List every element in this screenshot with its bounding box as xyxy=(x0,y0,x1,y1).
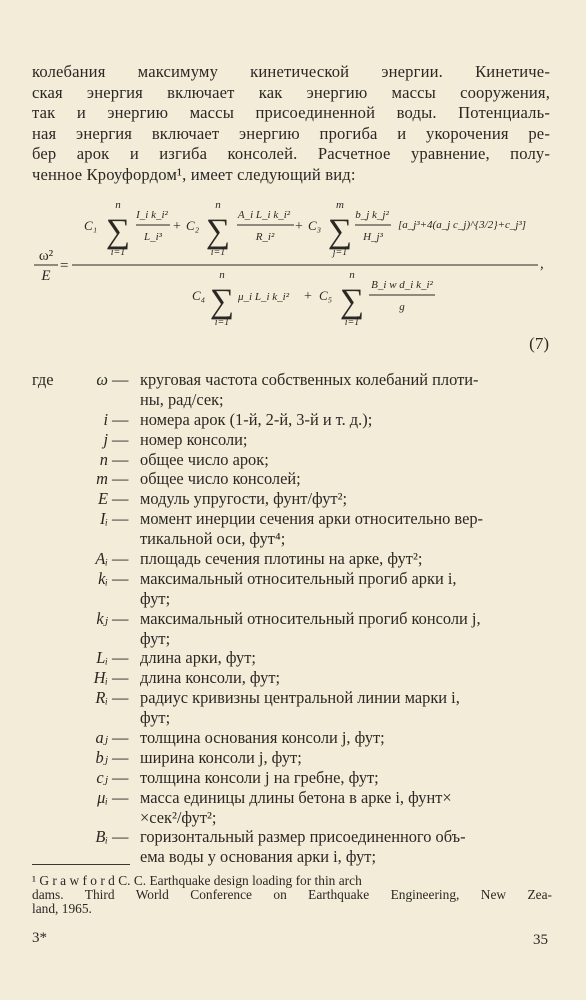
summation-sign: ∑ xyxy=(205,213,231,250)
t3-numerator: b_j k_j² xyxy=(355,209,389,221)
equation-graphic xyxy=(32,188,552,360)
page-number: 35 xyxy=(533,932,548,948)
definition-row xyxy=(32,827,552,847)
signature-mark: 3* xyxy=(32,930,47,946)
equation-comma: , xyxy=(540,256,544,272)
plus-sign: + xyxy=(304,289,312,304)
definition-text: толщина консоли j на гребне, фут; xyxy=(140,767,379,787)
definition-symbol: j xyxy=(103,429,108,449)
definition-text: момент инерции сечения арки относительно вер- xyxy=(140,509,483,529)
coef-c4: C₄ xyxy=(192,288,206,303)
footnote-rule xyxy=(32,864,130,865)
definition-symbol: kᵢ xyxy=(98,568,108,588)
definition-row xyxy=(32,569,552,589)
definition-text: модуль упругости, фунт/фут²; xyxy=(140,489,348,509)
definition-dash: — xyxy=(112,449,129,469)
definition-dash: — xyxy=(112,728,129,748)
definition-row xyxy=(32,748,552,768)
definition-symbol: μᵢ xyxy=(97,787,108,807)
definition-row xyxy=(32,609,552,629)
footnote xyxy=(32,874,552,917)
definition-text: радиус кривизны центральной линии марки i, xyxy=(140,688,460,708)
paragraph-line: так и энергию массы присоединенной воды. Потенциаль- xyxy=(32,103,550,123)
paragraph-line: ная энергия включает энергию прогиба и укорочения ре- xyxy=(32,123,550,143)
definition-symbol: Lᵢ xyxy=(96,648,108,668)
definition-dash: — xyxy=(112,549,129,569)
definition-text: круговая частота собственных колебаний плоти- xyxy=(140,370,479,389)
definition-row xyxy=(32,788,552,808)
definition-row xyxy=(32,469,552,489)
definition-text: фут; xyxy=(140,628,171,648)
sum-upper-limit: n xyxy=(219,269,225,281)
plus-sign: + xyxy=(173,219,181,234)
definition-symbol: kⱼ xyxy=(96,608,108,628)
summation-sign: ∑ xyxy=(339,283,365,320)
lhs-numerator: ω² xyxy=(38,248,54,264)
coef-c2: C₂ xyxy=(186,218,200,233)
equation-7 xyxy=(32,188,552,360)
summation-sign: ∑ xyxy=(105,213,131,250)
plus-sign: + xyxy=(295,219,303,234)
definition-dash: — xyxy=(112,370,129,389)
definition-symbol: Aᵢ xyxy=(95,549,108,569)
sum-lower-limit: i=1 xyxy=(210,247,226,258)
definition-dash: — xyxy=(112,568,129,588)
summation-sign: ∑ xyxy=(209,283,235,320)
definition-row xyxy=(32,728,552,748)
definition-dash: — xyxy=(112,469,129,489)
definition-continuation xyxy=(32,629,552,649)
symbol-definitions xyxy=(32,370,552,867)
definition-text: масса единицы длины бетона в арке i, фунт× xyxy=(140,787,452,807)
t2-numerator: A_i L_i k_i² xyxy=(237,209,291,221)
definition-dash: — xyxy=(112,608,129,628)
d2-numerator: B_i w d_i k_i² xyxy=(371,279,433,291)
sum-upper-limit: n xyxy=(349,269,355,281)
footnote-line: land, 1965. xyxy=(32,901,92,917)
definition-text: ширина консоли j, фут; xyxy=(140,747,302,767)
definition-text: площадь сечения плотины на арке, фут²; xyxy=(140,549,423,569)
definition-dash: — xyxy=(112,409,129,429)
paragraph-line: колебания максимуму кинетической энергии. Кинетиче- xyxy=(32,62,550,81)
definition-continuation xyxy=(32,808,552,828)
definition-dash: — xyxy=(112,688,129,708)
sum-upper-limit: n xyxy=(115,199,121,211)
definition-row xyxy=(32,668,552,688)
equation-number: (7) xyxy=(529,334,549,353)
coef-c3: C₃ xyxy=(308,218,322,233)
definition-symbol: n xyxy=(99,449,108,469)
definition-symbol: aⱼ xyxy=(95,728,108,748)
definition-dash: — xyxy=(112,767,129,787)
sum-upper-limit: n xyxy=(215,199,221,211)
coef-c5: C₅ xyxy=(319,288,333,303)
definition-dash: — xyxy=(112,509,129,529)
denominator-term-1: μ_i L_i k_i² xyxy=(238,291,289,303)
definition-row xyxy=(32,489,552,509)
definition-row xyxy=(32,410,552,430)
definition-symbol: Hᵢ xyxy=(93,668,108,688)
definition-dash: — xyxy=(112,648,129,668)
definition-continuation xyxy=(32,529,552,549)
definition-text: длина консоли, фут; xyxy=(140,668,281,688)
t1-numerator: I_i k_i² xyxy=(136,209,168,221)
definition-row xyxy=(32,450,552,470)
paragraph-line: ская энергия включает как энергию массы сооружения, xyxy=(32,82,550,102)
t3-bracket-term: [a_j³+4(a_j c_j)^{3/2}+c_j³] xyxy=(398,219,527,231)
definition-row xyxy=(32,549,552,569)
definition-text: максимальный относительный прогиб арки i, xyxy=(140,568,457,588)
definition-continuation xyxy=(32,390,552,410)
definition-continuation xyxy=(32,589,552,609)
definition-row xyxy=(32,370,552,390)
definition-dash: — xyxy=(112,489,129,509)
definition-text: максимальный относительный прогиб консоли j, xyxy=(140,608,481,628)
definition-row xyxy=(32,688,552,708)
definition-text: горизонтальный размер присоединенного объ- xyxy=(140,827,466,847)
definition-row xyxy=(32,768,552,788)
definition-row xyxy=(32,648,552,668)
definition-symbol: ω xyxy=(96,370,108,389)
equals-sign: = xyxy=(60,258,69,274)
definition-symbol: i xyxy=(103,409,108,429)
definition-row xyxy=(32,430,552,450)
definition-symbol: Iᵢ xyxy=(99,509,108,529)
definition-symbol: Rᵢ xyxy=(95,688,108,708)
definition-text: тикальной оси, фут⁴; xyxy=(140,529,286,549)
t1-denominator: L_i³ xyxy=(144,231,162,243)
definition-symbol: Bᵢ xyxy=(95,827,108,847)
definition-row xyxy=(32,509,552,529)
sum-lower-limit: i=1 xyxy=(110,247,126,258)
footnote-line: ¹ G r a w f o r d C. C. Earthquake design loading for thin arch xyxy=(32,873,362,888)
definition-text: толщина основания консоли j, фут; xyxy=(140,728,385,748)
definition-dash: — xyxy=(112,787,129,807)
definition-text: ема воды у основания арки i, фут; xyxy=(140,847,376,867)
sum-upper-limit: m xyxy=(336,199,344,211)
definition-text: общее число арок; xyxy=(140,449,269,469)
definition-symbol: E xyxy=(97,489,108,509)
definition-text: номера арок (1-й, 2-й, 3-й и т. д.); xyxy=(140,409,373,429)
sum-lower-limit: j=1 xyxy=(332,247,348,258)
definition-symbol: bⱼ xyxy=(95,747,108,767)
footnote-line: dams. Third World Conference on Earthquake Engineering, New Zea- xyxy=(32,887,552,903)
paragraph-line: бер арок и изгиба консолей. Расчетное уравнение, полу- xyxy=(32,144,550,164)
paragraph-line: ченное Кроуфордом¹, имеет следующий вид: xyxy=(32,164,356,184)
definition-text: фут; xyxy=(140,588,171,608)
d2-denominator: g xyxy=(399,301,405,313)
t2-denominator: R_i² xyxy=(255,231,275,243)
body-paragraph xyxy=(32,62,550,186)
sum-lower-limit: i=1 xyxy=(344,317,360,328)
summation-sign: ∑ xyxy=(327,213,353,250)
definition-text: общее число консолей; xyxy=(140,469,301,489)
definition-dash: — xyxy=(112,827,129,847)
definition-symbol: cⱼ xyxy=(96,767,108,787)
definition-symbol: m xyxy=(96,469,108,489)
definition-text: длина арки, фут; xyxy=(140,648,256,668)
definition-text: ×сек²/фут²; xyxy=(140,807,217,827)
sum-lower-limit: i=1 xyxy=(214,317,230,328)
coef-c1: C₁ xyxy=(84,218,98,233)
definition-dash: — xyxy=(112,668,129,688)
definition-lead: где xyxy=(32,370,54,389)
definition-dash: — xyxy=(112,747,129,767)
lhs-denominator: E xyxy=(41,268,51,284)
definition-text: номер консоли; xyxy=(140,429,248,449)
definition-continuation xyxy=(32,708,552,728)
t3-denominator: H_j³ xyxy=(363,231,383,243)
definition-text: фут; xyxy=(140,708,171,728)
definition-text: ны, рад/сек; xyxy=(140,389,224,409)
definition-dash: — xyxy=(112,429,129,449)
